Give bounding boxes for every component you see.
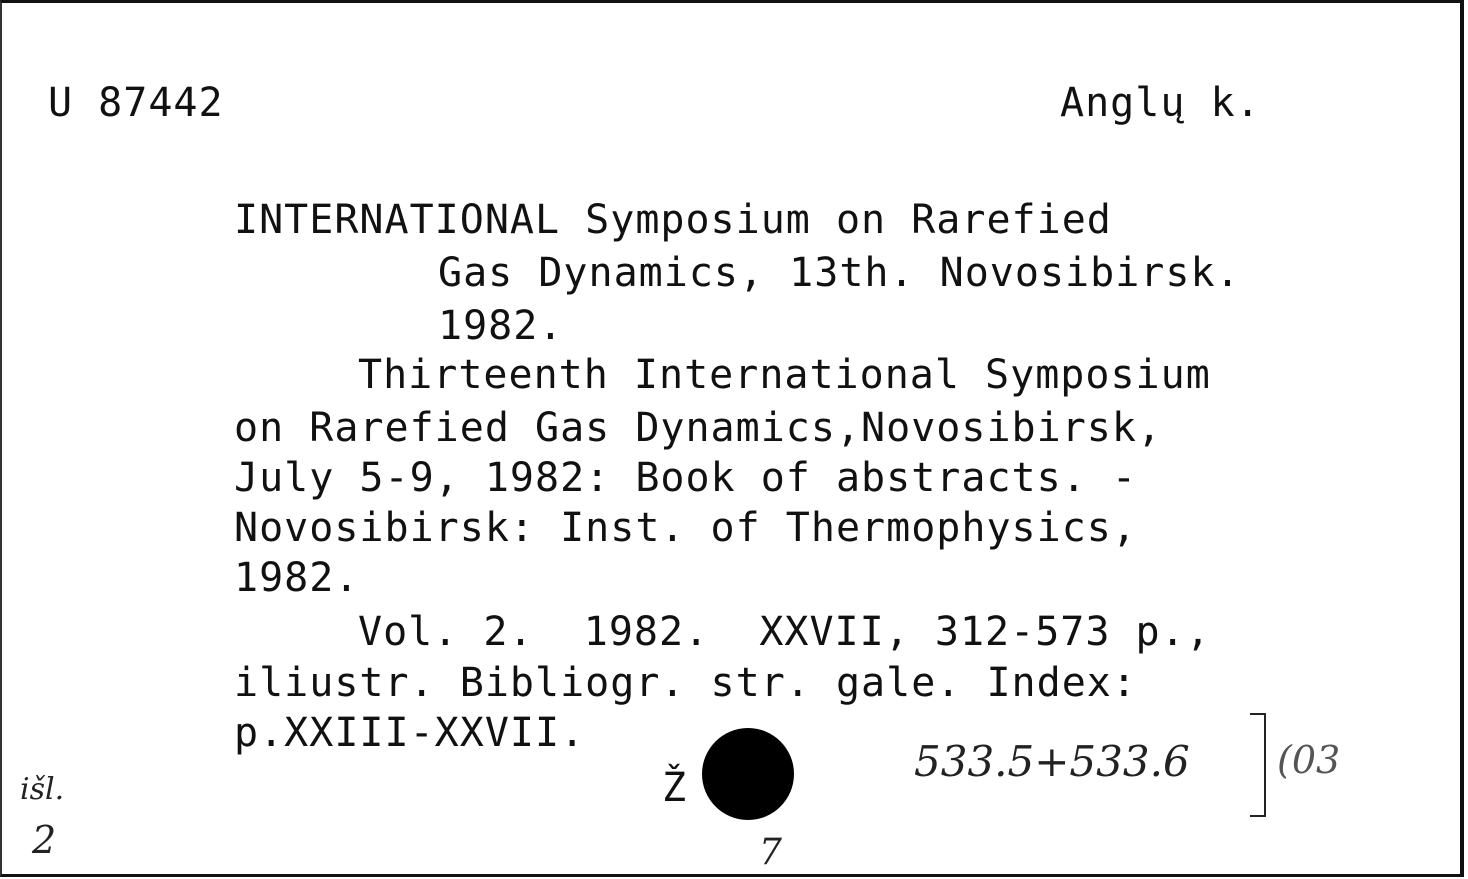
bottom-number: 7 (759, 832, 782, 873)
classification-number: 533.5+533.6 (914, 737, 1190, 786)
margin-note-1: išl. (20, 772, 65, 807)
heading-line-2: Gas Dynamics, 13th. Novosibirsk. (438, 250, 1241, 296)
punched-hole (702, 728, 794, 820)
volume-line-2: iliustr. Bibliogr. str. gale. Index: (234, 660, 1137, 706)
volume-line-1: Vol. 2. 1982. XXVII, 312-573 p., (358, 609, 1211, 655)
margin-note-2: 2 (32, 818, 57, 862)
classification-bracket (1250, 713, 1266, 817)
title-line-2: on Rarefied Gas Dynamics,Novosibirsk, (234, 405, 1163, 451)
title-line-1: Thirteenth International Symposium (358, 352, 1211, 398)
classification-extra: (03 (1277, 738, 1341, 782)
heading-line-3: 1982. (438, 303, 564, 349)
volume-line-3: p.XXIII-XXVII. (234, 710, 586, 756)
title-line-3: July 5-9, 1982: Book of abstracts. - (234, 455, 1137, 501)
mark-z: Ž (662, 765, 688, 811)
language-note: Anglų k. (1060, 80, 1261, 126)
call-number: U 87442 (48, 80, 224, 126)
heading-line-1: INTERNATIONAL Symposium on Rarefied (234, 197, 1112, 243)
title-line-5: 1982. (234, 555, 360, 601)
title-line-4: Novosibirsk: Inst. of Thermophysics, (234, 505, 1137, 551)
